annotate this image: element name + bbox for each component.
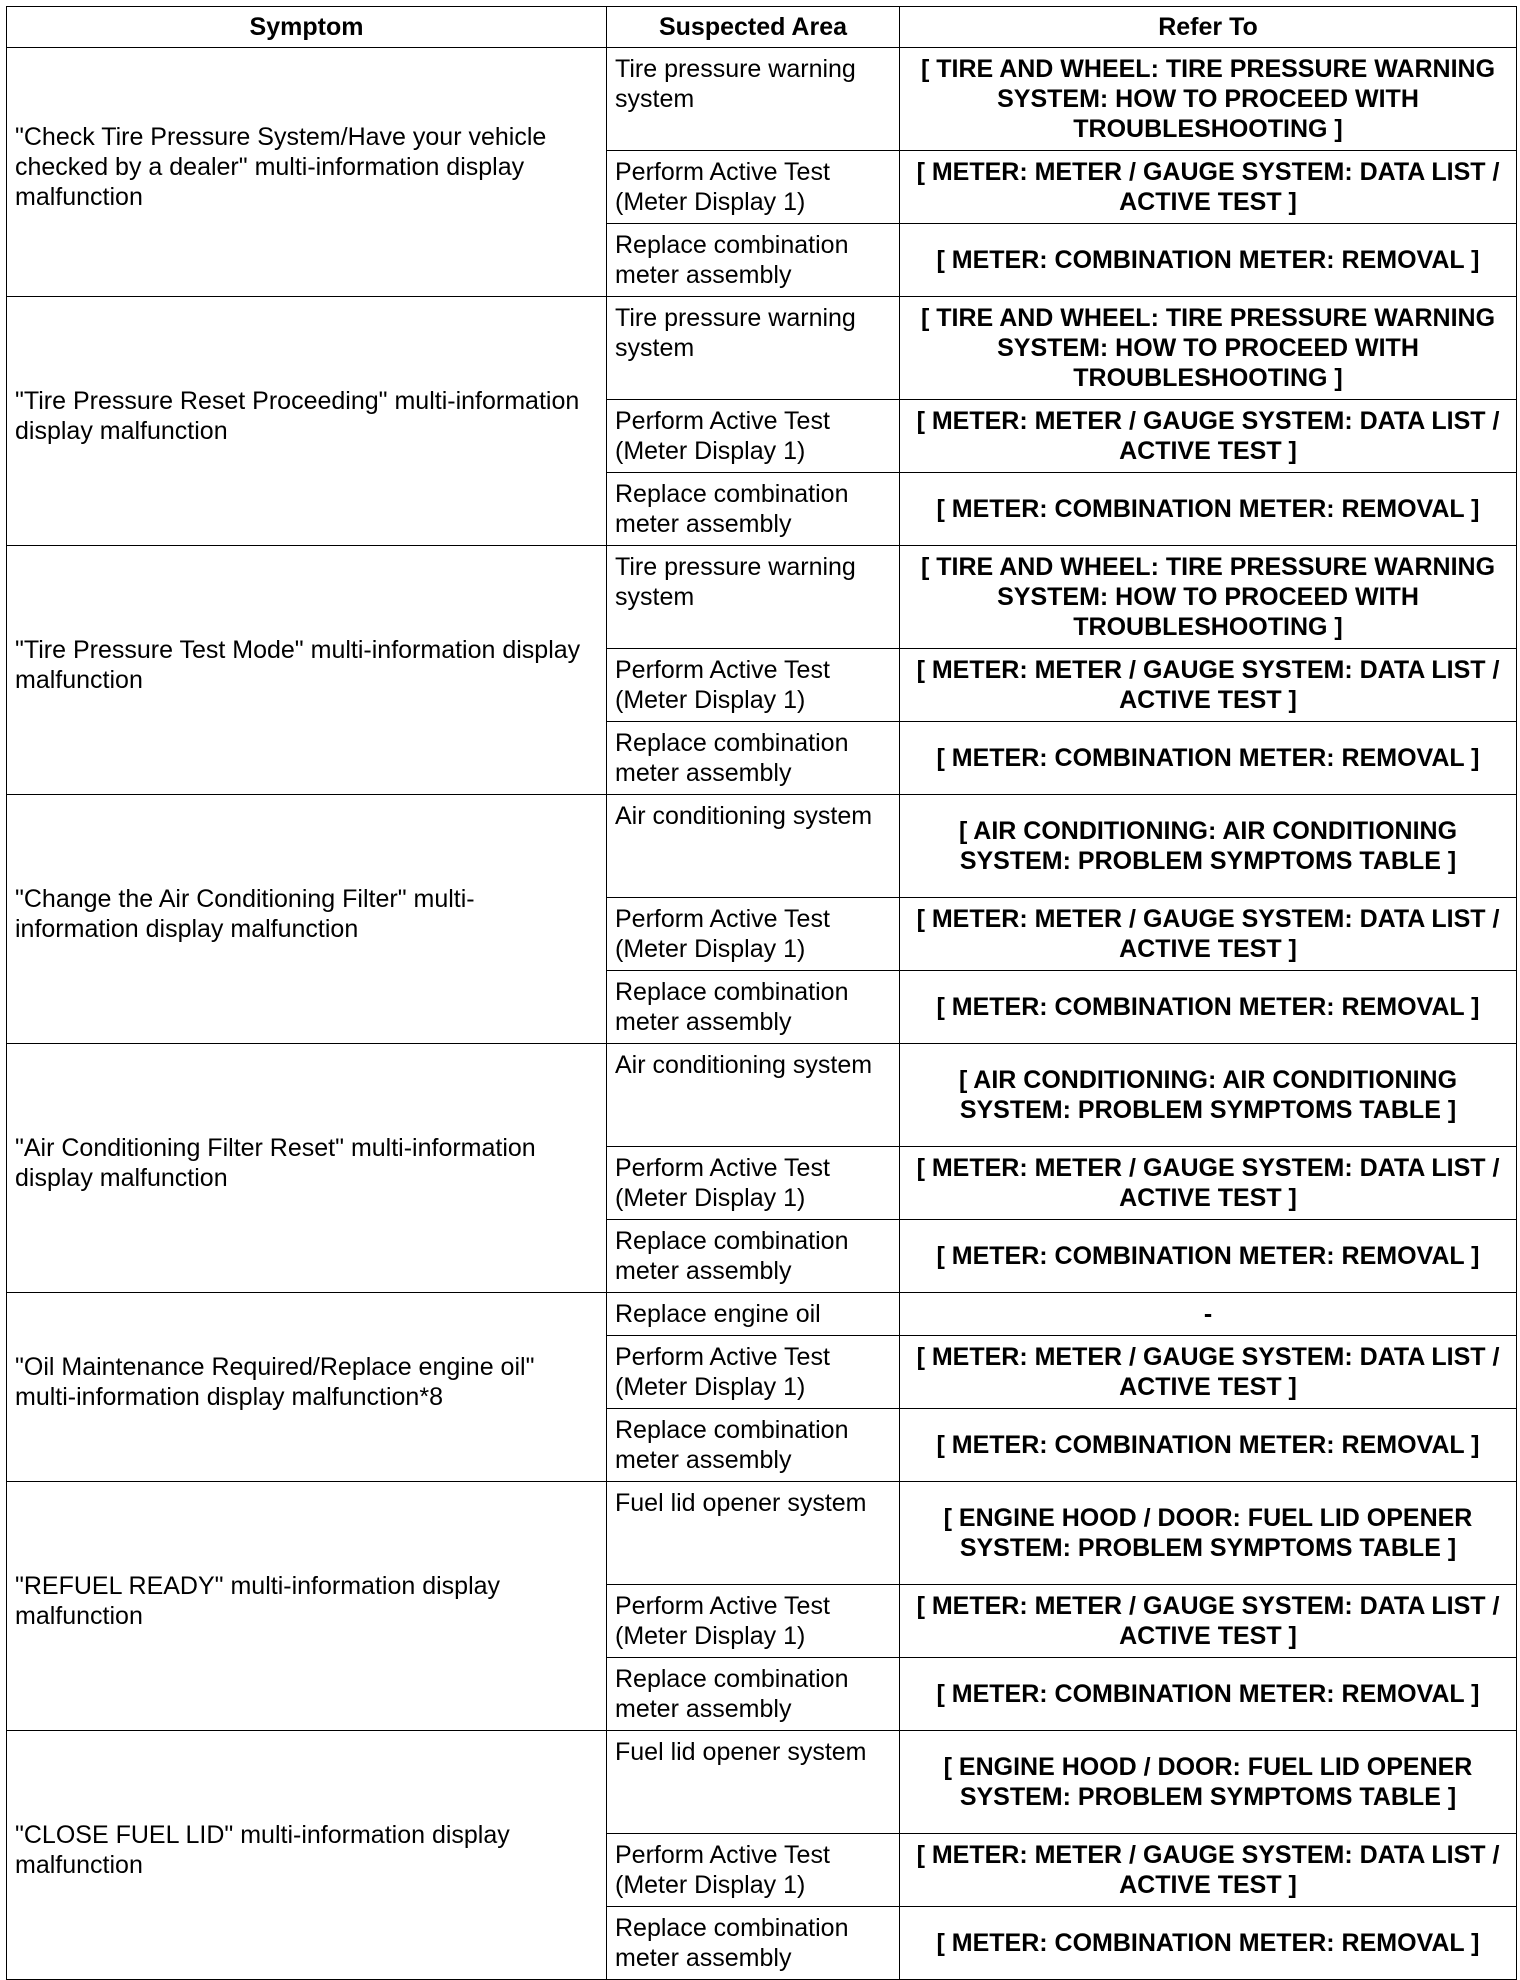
table-row bbox=[7, 1293, 1517, 1336]
refer-to-link[interactable]: [ TIRE AND WHEEL: TIRE PRESSURE WARNING SYSTEM: HOW TO PROCEED WITH TROUBLESHOOTING ] bbox=[900, 546, 1517, 649]
suspected-area-cell: Replace combination meter assembly bbox=[607, 1409, 900, 1482]
suspected-area-cell: Perform Active Test (Meter Display 1) bbox=[607, 1336, 900, 1409]
header-refer-to: Refer To bbox=[900, 7, 1517, 48]
suspected-area-cell: Perform Active Test (Meter Display 1) bbox=[607, 649, 900, 722]
symptom-text: "Check Tire Pressure System/Have your vehicle checked by a dealer" multi-information display malfunction bbox=[15, 123, 547, 211]
refer-to-link[interactable]: [ AIR CONDITIONING: AIR CONDITIONING SYSTEM: PROBLEM SYMPTOMS TABLE ] bbox=[900, 1044, 1517, 1147]
suspected-area-cell: Replace combination meter assembly bbox=[607, 224, 900, 297]
refer-to-link[interactable]: [ ENGINE HOOD / DOOR: FUEL LID OPENER SYSTEM: PROBLEM SYMPTOMS TABLE ] bbox=[900, 1482, 1517, 1585]
symptom-text: "Tire Pressure Reset Proceeding" multi-information display malfunction bbox=[15, 387, 580, 445]
refer-to-link[interactable]: [ METER: COMBINATION METER: REMOVAL ] bbox=[900, 971, 1517, 1044]
refer-to-link[interactable]: [ METER: METER / GAUGE SYSTEM: DATA LIST / ACTIVE TEST ] bbox=[900, 1147, 1517, 1220]
symptom-cell bbox=[7, 297, 607, 546]
suspected-area-cell: Air conditioning system bbox=[607, 795, 900, 898]
refer-to-link[interactable]: [ METER: METER / GAUGE SYSTEM: DATA LIST / ACTIVE TEST ] bbox=[900, 1585, 1517, 1658]
refer-to-link[interactable]: [ METER: METER / GAUGE SYSTEM: DATA LIST / ACTIVE TEST ] bbox=[900, 400, 1517, 473]
suspected-area-cell: Replace combination meter assembly bbox=[607, 971, 900, 1044]
header-symptom: Symptom bbox=[7, 7, 607, 48]
refer-to-link[interactable]: [ METER: COMBINATION METER: REMOVAL ] bbox=[900, 1220, 1517, 1293]
table-body bbox=[7, 48, 1517, 1980]
suspected-area-cell: Replace combination meter assembly bbox=[607, 722, 900, 795]
table-row bbox=[7, 1044, 1517, 1147]
problem-symptoms-table bbox=[6, 6, 1517, 1980]
symptom-table-container bbox=[6, 6, 1517, 1980]
refer-to-link[interactable]: [ METER: COMBINATION METER: REMOVAL ] bbox=[900, 224, 1517, 297]
symptom-text: "CLOSE FUEL LID" multi-information display malfunction bbox=[15, 1821, 510, 1879]
refer-to-link[interactable]: [ TIRE AND WHEEL: TIRE PRESSURE WARNING SYSTEM: HOW TO PROCEED WITH TROUBLESHOOTING ] bbox=[900, 48, 1517, 151]
table-row bbox=[7, 48, 1517, 151]
symptom-cell bbox=[7, 1731, 607, 1980]
symptom-text: "Oil Maintenance Required/Replace engine oil" multi-information display malfunction*8 bbox=[15, 1353, 535, 1411]
suspected-area-cell: Replace combination meter assembly bbox=[607, 1658, 900, 1731]
symptom-text: "Change the Air Conditioning Filter" multi-information display malfunction bbox=[15, 885, 475, 943]
suspected-area-cell: Perform Active Test (Meter Display 1) bbox=[607, 151, 900, 224]
suspected-area-cell: Replace combination meter assembly bbox=[607, 1907, 900, 1980]
suspected-area-cell: Perform Active Test (Meter Display 1) bbox=[607, 898, 900, 971]
symptom-text: "REFUEL READY" multi-information display malfunction bbox=[15, 1572, 501, 1630]
refer-to-link: - bbox=[900, 1293, 1517, 1336]
suspected-area-cell: Perform Active Test (Meter Display 1) bbox=[607, 1834, 900, 1907]
symptom-cell bbox=[7, 48, 607, 297]
suspected-area-cell: Perform Active Test (Meter Display 1) bbox=[607, 1147, 900, 1220]
refer-to-link[interactable]: [ METER: COMBINATION METER: REMOVAL ] bbox=[900, 1907, 1517, 1980]
refer-to-link[interactable]: [ ENGINE HOOD / DOOR: FUEL LID OPENER SYSTEM: PROBLEM SYMPTOMS TABLE ] bbox=[900, 1731, 1517, 1834]
refer-to-link[interactable]: [ METER: COMBINATION METER: REMOVAL ] bbox=[900, 722, 1517, 795]
refer-to-link[interactable]: [ METER: COMBINATION METER: REMOVAL ] bbox=[900, 1658, 1517, 1731]
refer-to-link[interactable]: [ TIRE AND WHEEL: TIRE PRESSURE WARNING SYSTEM: HOW TO PROCEED WITH TROUBLESHOOTING ] bbox=[900, 297, 1517, 400]
table-row bbox=[7, 1482, 1517, 1585]
refer-to-link[interactable]: [ METER: COMBINATION METER: REMOVAL ] bbox=[900, 1409, 1517, 1482]
suspected-area-cell: Replace combination meter assembly bbox=[607, 1220, 900, 1293]
refer-to-link[interactable]: [ METER: COMBINATION METER: REMOVAL ] bbox=[900, 473, 1517, 546]
refer-to-link[interactable]: [ METER: METER / GAUGE SYSTEM: DATA LIST / ACTIVE TEST ] bbox=[900, 151, 1517, 224]
refer-to-link[interactable]: [ METER: METER / GAUGE SYSTEM: DATA LIST / ACTIVE TEST ] bbox=[900, 1336, 1517, 1409]
refer-to-link[interactable]: [ AIR CONDITIONING: AIR CONDITIONING SYSTEM: PROBLEM SYMPTOMS TABLE ] bbox=[900, 795, 1517, 898]
suspected-area-cell: Fuel lid opener system bbox=[607, 1731, 900, 1834]
refer-to-link[interactable]: [ METER: METER / GAUGE SYSTEM: DATA LIST / ACTIVE TEST ] bbox=[900, 649, 1517, 722]
suspected-area-cell: Replace combination meter assembly bbox=[607, 473, 900, 546]
symptom-cell bbox=[7, 1044, 607, 1293]
suspected-area-cell: Tire pressure warning system bbox=[607, 48, 900, 151]
suspected-area-cell: Tire pressure warning system bbox=[607, 297, 900, 400]
header-row bbox=[7, 7, 1517, 48]
refer-to-link[interactable]: [ METER: METER / GAUGE SYSTEM: DATA LIST / ACTIVE TEST ] bbox=[900, 1834, 1517, 1907]
suspected-area-cell: Tire pressure warning system bbox=[607, 546, 900, 649]
symptom-cell bbox=[7, 1482, 607, 1731]
table-row bbox=[7, 795, 1517, 898]
suspected-area-cell: Perform Active Test (Meter Display 1) bbox=[607, 1585, 900, 1658]
suspected-area-cell: Perform Active Test (Meter Display 1) bbox=[607, 400, 900, 473]
symptom-cell bbox=[7, 795, 607, 1044]
symptom-cell bbox=[7, 1293, 607, 1482]
refer-to-link[interactable]: [ METER: METER / GAUGE SYSTEM: DATA LIST / ACTIVE TEST ] bbox=[900, 898, 1517, 971]
table-row bbox=[7, 546, 1517, 649]
symptom-text: "Air Conditioning Filter Reset" multi-information display malfunction bbox=[15, 1134, 536, 1192]
table-row bbox=[7, 297, 1517, 400]
table-row bbox=[7, 1731, 1517, 1834]
symptom-text: "Tire Pressure Test Mode" multi-information display malfunction bbox=[15, 636, 581, 694]
suspected-area-cell: Replace engine oil bbox=[607, 1293, 900, 1336]
suspected-area-cell: Air conditioning system bbox=[607, 1044, 900, 1147]
suspected-area-cell: Fuel lid opener system bbox=[607, 1482, 900, 1585]
symptom-cell bbox=[7, 546, 607, 795]
header-suspected-area: Suspected Area bbox=[607, 7, 900, 48]
